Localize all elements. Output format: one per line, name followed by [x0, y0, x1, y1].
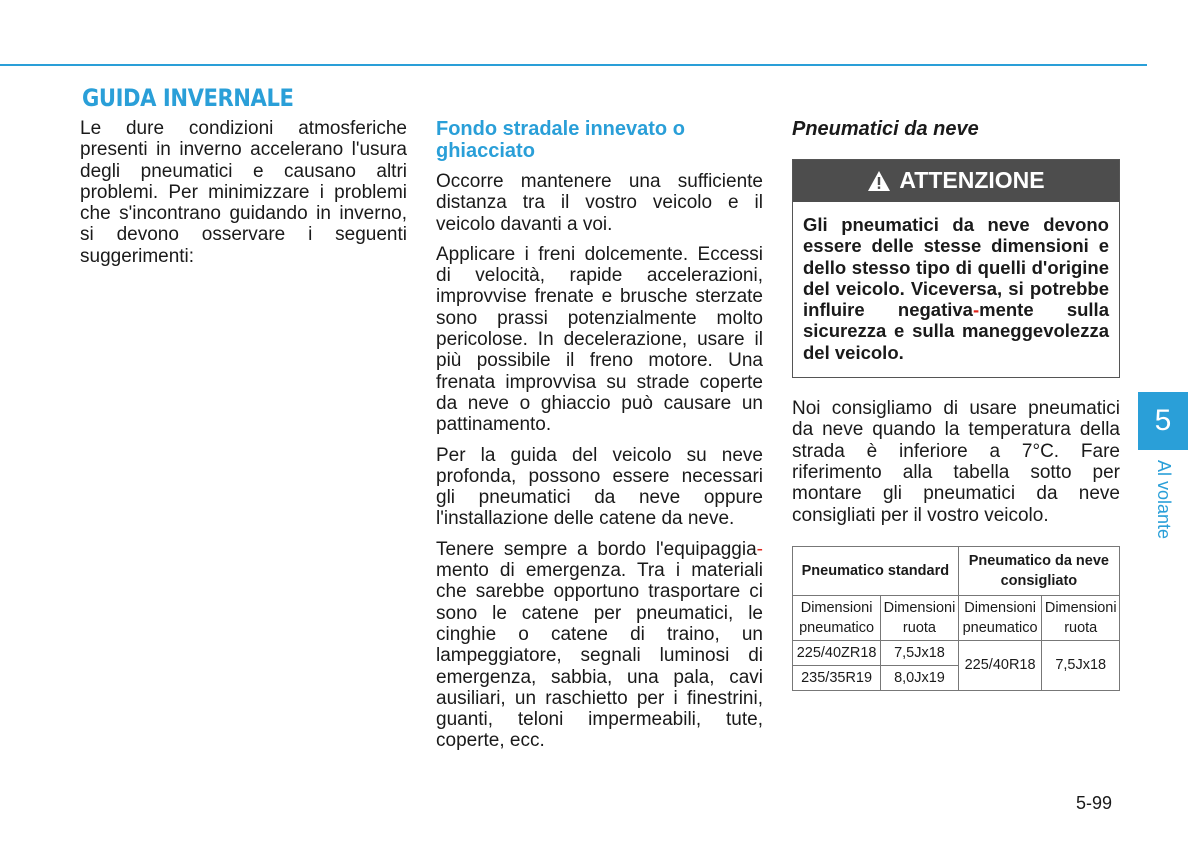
- subheader-wheel-size: Dimensioni ruota: [881, 595, 959, 640]
- table-cell: 8,0Jx19: [881, 665, 959, 690]
- column-snowy-road: [436, 118, 763, 761]
- table-row: [793, 640, 1120, 665]
- paragraph-emergency-equipment: [436, 539, 763, 752]
- table-cell: 235/35R19: [793, 665, 881, 690]
- chapter-label: [1152, 460, 1176, 550]
- header-rule: [0, 64, 1147, 66]
- subheader-snow-tire-size: Dimensioni pneumatico: [958, 595, 1042, 640]
- section-title: GUIDA INVERNALE: [82, 84, 294, 112]
- warning-title: ATTENZIONE: [899, 167, 1045, 194]
- warning-triangle-icon: [867, 170, 891, 192]
- header-snow-tire: Pneumatico da neve consigliato: [958, 546, 1119, 595]
- table-cell: 225/40R18: [958, 640, 1042, 690]
- chapter-label-text: Al volante: [1154, 460, 1174, 540]
- equipment-text-b: mento di emergenza. Tra i materiali che sarebbe opportuno trasportare ci sono le catene per pneumatici, le cinghie o catene di traino, un lampeggiatore, segnali luminosi di emergenza, sabbia, una pala, cavi ausiliari, un raschietto per i finestrini, guanti, teloni impermeabili, tute, coperte, ecc.: [436, 560, 763, 752]
- snow-tire-recommendation: Noi consigliamo di usare pneumatici da neve quando la temperatura della strada è inferiore a 7°C. Fare riferimento alla tabella sotto per montare gli pneumatici da neve consigliati per il vostro veicolo.: [792, 398, 1120, 526]
- warning-header: [793, 160, 1119, 202]
- warning-text-b: mente sulla sicurezza e sulla maneggevolezza del veicolo.: [803, 299, 1109, 363]
- table-cell: 225/40ZR18: [793, 640, 881, 665]
- warning-text-a: Gli pneumatici da neve devono essere delle stesse dimensioni e dello stesso tipo di quelli d'origine del veicolo. Viceversa, si potrebbe influire negativa: [803, 214, 1109, 321]
- warning-box: [792, 159, 1120, 378]
- chapter-tab[interactable]: 5: [1138, 392, 1188, 450]
- intro-paragraph: Le dure condizioni atmosferiche presenti in inverno accelerano l'usura degli pneumatici e causano altri problemi. Per minimizzare i problemi che s'incontrano guidando in inverno, si devono osservare i seguenti suggerimenti:: [80, 118, 407, 267]
- subheader-snow-wheel-size: Dimensioni ruota: [1042, 595, 1120, 640]
- paragraph-distance: Occorre mantenere una sufficiente distanza tra il vostro veicolo e il veicolo davanti a voi.: [436, 171, 763, 235]
- column-intro: [80, 118, 407, 276]
- warning-text: [793, 202, 1119, 377]
- tire-size-table: [792, 546, 1120, 691]
- table-cell: 7,5Jx18: [881, 640, 959, 665]
- warning-hyphen: -: [972, 299, 980, 321]
- snowy-road-heading: Fondo stradale innevato o ghiacciato: [436, 118, 685, 162]
- subheader-tire-size: Dimensioni pneumatico: [793, 595, 881, 640]
- column-snow-tires: [792, 118, 1120, 691]
- hyphen-mark: -: [756, 538, 763, 560]
- paragraph-deep-snow: Per la guida del veicolo su neve profonda, possono essere necessari gli pneumatici da neve oppure l'installazione delle catene da neve.: [436, 444, 763, 530]
- header-standard-tire: Pneumatico standard: [793, 546, 959, 595]
- equipment-text-a: Tenere sempre a bordo l'equipaggia: [436, 538, 757, 560]
- snow-tires-heading: Pneumatici da neve: [792, 118, 979, 140]
- table-cell: 7,5Jx18: [1042, 640, 1120, 690]
- paragraph-braking: Applicare i freni dolcemente. Eccessi di velocità, rapide accelerazioni, improvvise frenate e brusche sterzate sono prassi potenzialmente molto pericolose. In decelerazione, usare il più possibile il freno motore. Una frenata improvvisa su strade coperte da neve o ghiaccio può causare un pattinamento.: [436, 243, 763, 436]
- page-number: 5-99: [1076, 793, 1113, 813]
